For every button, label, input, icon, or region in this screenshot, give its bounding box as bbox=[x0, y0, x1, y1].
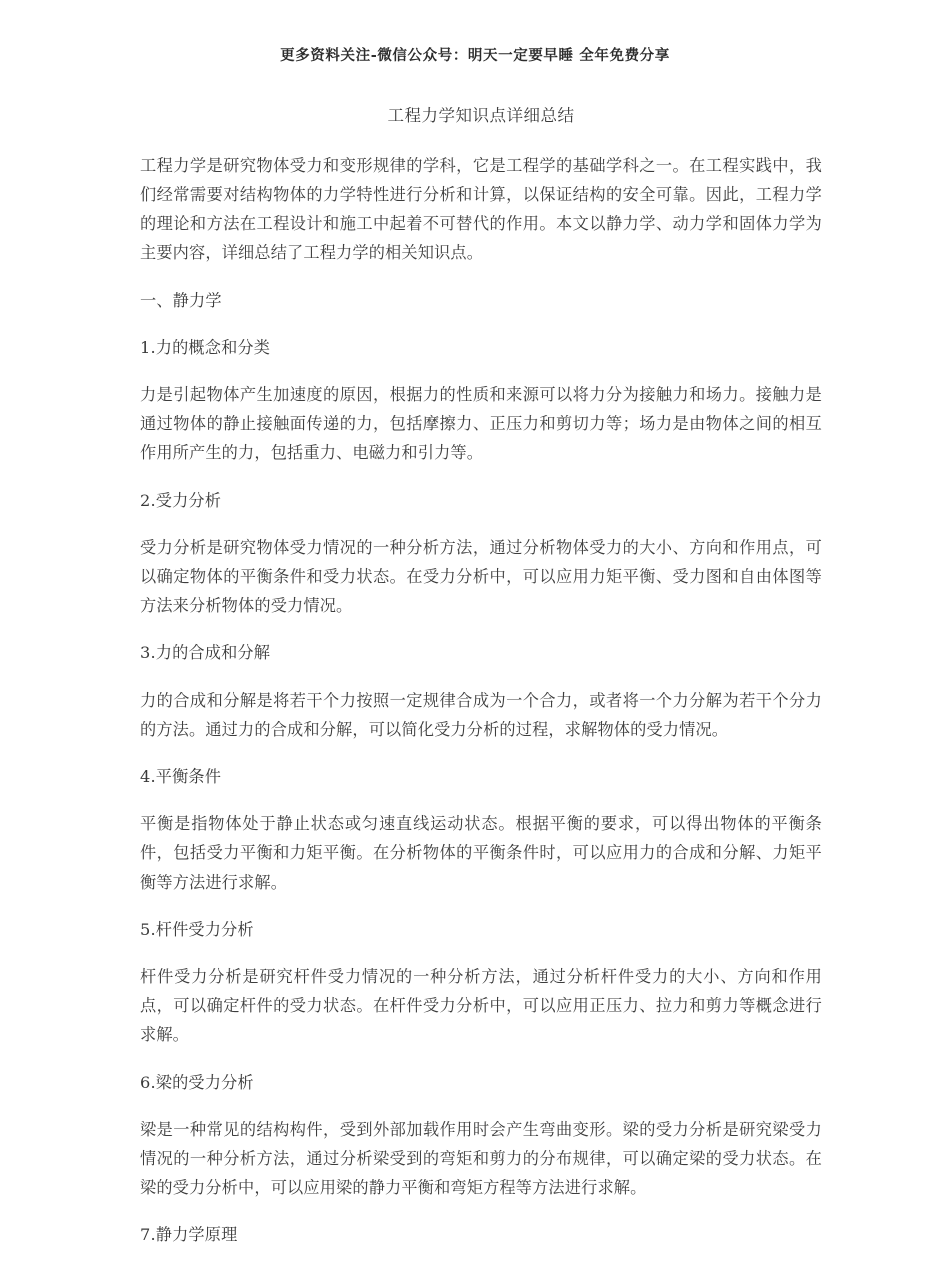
page-header-banner: 更多资料关注-微信公众号：明天一定要早睡 全年免费分享 bbox=[280, 47, 670, 64]
section-heading-statics: 一、静力学 bbox=[140, 290, 222, 310]
subsection-body-2: 受力分析是研究物体受力情况的一种分析方法，通过分析物体受力的大小、方向和作用点，可以确定物体的平衡条件和受力状态。在受力分析中，可以应用力矩平衡、受力图和自由体图等方法来分析物体的受力情况。 bbox=[140, 537, 822, 616]
intro-paragraph: 工程力学是研究物体受力和变形规律的学科，它是工程学的基础学科之一。在工程实践中，我们经常需要对结构物体的力学特性进行分析和计算，以保证结构的安全可靠。因此，工程力学的理论和方法在工程设计和施工中起着不可替代的作用。本文以静力学、动力学和固体力学为主要内容，详细总结了工程力学的相关知识点。 bbox=[140, 155, 822, 263]
subsection-body-6: 梁是一种常见的结构构件，受到外部加载作用时会产生弯曲变形。梁的受力分析是研究梁受力情况的一种分析方法，通过分析梁受到的弯矩和剪力的分布规律，可以确定梁的受力状态。在梁的受力分析中，可以应用梁的静力平衡和弯矩方程等方法进行求解。 bbox=[140, 1119, 822, 1198]
subsection-heading-1: 1.力的概念和分类 bbox=[140, 337, 271, 357]
subsection-body-1: 力是引起物体产生加速度的原因，根据力的性质和来源可以将力分为接触力和场力。接触力是通过物体的静止接触面传递的力，包括摩擦力、正压力和剪切力等；场力是由物体之间的相互作用所产生的力，包括重力、电磁力和引力等。 bbox=[140, 384, 822, 463]
subsection-body-4: 平衡是指物体处于静止状态或匀速直线运动状态。根据平衡的要求，可以得出物体的平衡条件，包括受力平衡和力矩平衡。在分析物体的平衡条件时，可以应用力的合成和分解、力矩平衡等方法进行求解。 bbox=[140, 814, 822, 892]
subsection-heading-7: 7.静力学原理 bbox=[140, 1225, 238, 1245]
subsection-heading-4: 4.平衡条件 bbox=[140, 767, 222, 786]
subsection-body-5: 杆件受力分析是研究杆件受力情况的一种分析方法，通过分析杆件受力的大小、方向和作用点，可以确定杆件的受力状态。在杆件受力分析中，可以应用正压力、拉力和剪力等概念进行求解。 bbox=[140, 967, 822, 1045]
subsection-heading-3: 3.力的合成和分解 bbox=[140, 643, 271, 663]
subsection-heading-6: 6.梁的受力分析 bbox=[140, 1072, 254, 1092]
subsection-heading-5: 5.杆件受力分析 bbox=[140, 919, 254, 939]
document-body bbox=[140, 104, 822, 1268]
page-title: 工程力学知识点详细总结 bbox=[387, 106, 575, 125]
subsection-body-3: 力的合成和分解是将若干个力按照一定规律合成为一个合力，或者将一个力分解为若干个分力的方法。通过力的合成和分解，可以简化受力分析的过程，求解物体的受力情况。 bbox=[140, 690, 822, 739]
subsection-heading-2: 2.受力分析 bbox=[140, 490, 222, 510]
